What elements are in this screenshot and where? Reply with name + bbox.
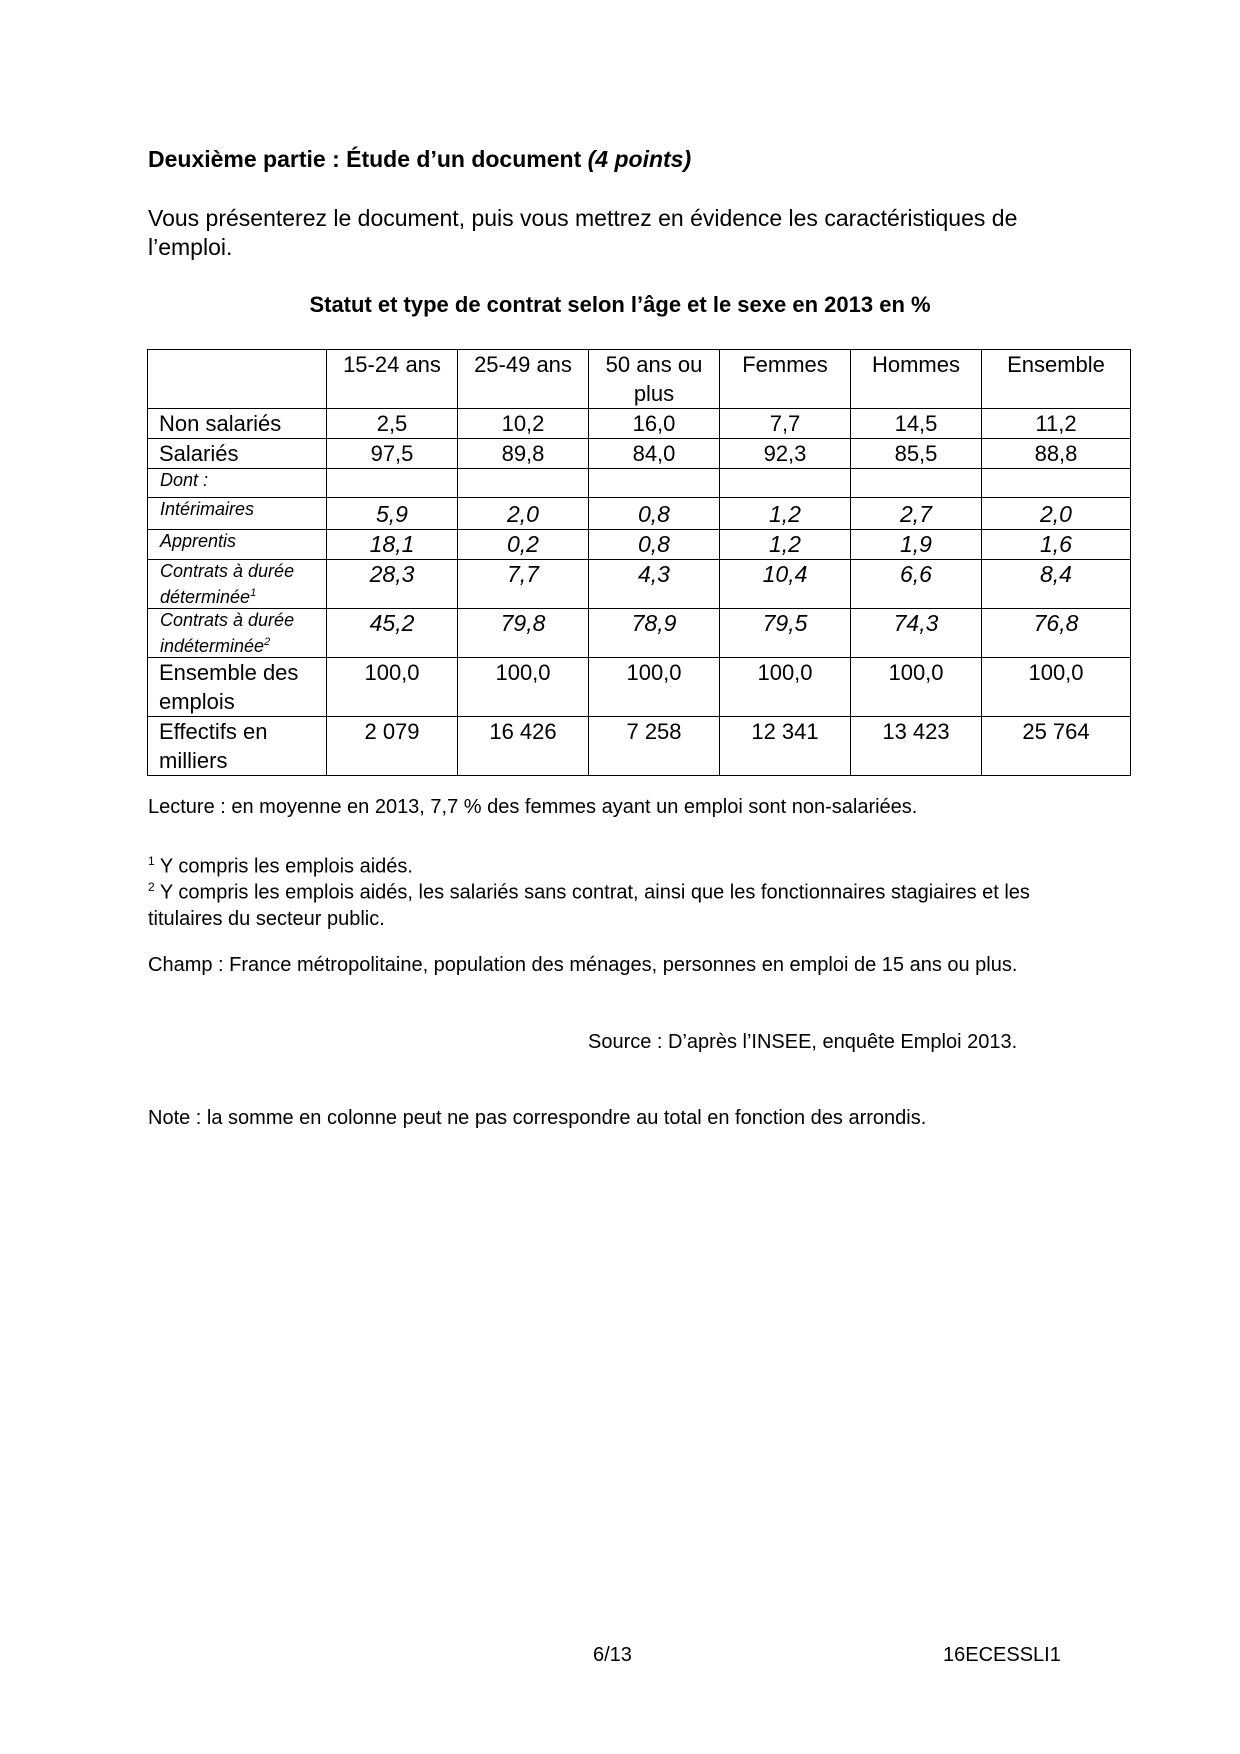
instruction-text: Vous présenterez le document, puis vous mettrez en évidence les caractéristiques de l’emploi.	[148, 205, 1018, 260]
table-cell: 85,5	[851, 439, 982, 469]
footnote-mark: 1	[148, 854, 155, 868]
table-cell: 100,0	[851, 658, 982, 717]
source-text: Source : D’après l’INSEE, enquête Emploi 2013.	[588, 1031, 1018, 1053]
row-label-text: Contrats à durée déterminée	[160, 561, 295, 607]
table-cell: 16 426	[458, 717, 589, 776]
section-heading	[148, 146, 691, 173]
heading-points: (4 points)	[587, 146, 692, 172]
table-cell: 1,2	[720, 498, 851, 530]
row-label: Salariés	[148, 439, 327, 469]
table-cell: 1,9	[851, 530, 982, 560]
table-cell: 88,8	[982, 439, 1131, 469]
footnote-mark: 1	[250, 587, 257, 599]
table-cell: 11,2	[982, 409, 1131, 439]
table-cell	[327, 469, 458, 498]
table-cell: 92,3	[720, 439, 851, 469]
table-cell: 4,3	[589, 560, 720, 609]
table-cell: 25 764	[982, 717, 1131, 776]
table-cell: 2,0	[982, 498, 1131, 530]
table-row	[148, 409, 1131, 439]
table-cell: 1,2	[720, 530, 851, 560]
lecture-text: Lecture : en moyenne en 2013, 7,7 % des femmes ayant un emploi sont non-salariées.	[148, 796, 918, 818]
table-cell: 76,8	[982, 609, 1131, 658]
table-cell	[720, 469, 851, 498]
col-header: Ensemble	[982, 350, 1131, 409]
footnote-2	[148, 874, 1108, 932]
table-title: Statut et type de contrat selon l’âge et le sexe en 2013 en %	[309, 292, 931, 317]
table-cell: 74,3	[851, 609, 982, 658]
note-text: Note : la somme en colonne peut ne pas correspondre au total en fonction des arrondis.	[148, 1107, 927, 1129]
table-cell: 84,0	[589, 439, 720, 469]
row-label: Ensemble des emplois	[148, 658, 327, 717]
table-cell: 2,7	[851, 498, 982, 530]
table-cell: 0,8	[589, 530, 720, 560]
table-cell: 5,9	[327, 498, 458, 530]
footnote-mark: 2	[148, 880, 155, 894]
row-label: Dont :	[148, 469, 327, 498]
col-header: 25-49 ans	[458, 350, 589, 409]
row-label	[148, 560, 327, 609]
page-number: 6/13	[593, 1644, 632, 1666]
table-row	[148, 560, 1131, 609]
table-row	[148, 609, 1131, 658]
table-cell	[982, 469, 1131, 498]
col-header: Femmes	[720, 350, 851, 409]
footnote-mark: 2	[264, 636, 271, 648]
data-table	[147, 349, 1131, 776]
table-cell: 78,9	[589, 609, 720, 658]
table-cell: 10,2	[458, 409, 589, 439]
table-row	[148, 498, 1131, 530]
table-cell	[458, 469, 589, 498]
row-label: Effectifs en milliers	[148, 717, 327, 776]
table-cell: 2,5	[327, 409, 458, 439]
table-cell: 8,4	[982, 560, 1131, 609]
table-cell: 79,5	[720, 609, 851, 658]
table-cell	[851, 469, 982, 498]
table-cell: 100,0	[720, 658, 851, 717]
table-cell: 6,6	[851, 560, 982, 609]
table-cell: 97,5	[327, 439, 458, 469]
table-cell: 0,8	[589, 498, 720, 530]
table-cell: 16,0	[589, 409, 720, 439]
row-label: Intérimaires	[148, 498, 327, 530]
table-cell: 2 079	[327, 717, 458, 776]
table-row	[148, 717, 1131, 776]
table-cell: 10,4	[720, 560, 851, 609]
row-label: Apprentis	[148, 530, 327, 560]
table-cell: 2,0	[458, 498, 589, 530]
table-cell: 0,2	[458, 530, 589, 560]
table-header-row	[148, 350, 1131, 409]
table-cell: 18,1	[327, 530, 458, 560]
table-cell: 100,0	[982, 658, 1131, 717]
table-row	[148, 469, 1131, 498]
row-label	[148, 609, 327, 658]
table-cell: 100,0	[589, 658, 720, 717]
row-label: Non salariés	[148, 409, 327, 439]
table-cell: 13 423	[851, 717, 982, 776]
table-cell: 79,8	[458, 609, 589, 658]
header-corner-cell	[148, 350, 327, 409]
table-cell: 89,8	[458, 439, 589, 469]
footnote-text: Y compris les emplois aidés.	[154, 855, 413, 878]
row-label-text: Contrats à durée indéterminée	[160, 610, 295, 656]
table-cell: 7,7	[720, 409, 851, 439]
col-header: Hommes	[851, 350, 982, 409]
table-cell	[589, 469, 720, 498]
table-cell: 45,2	[327, 609, 458, 658]
table-cell: 28,3	[327, 560, 458, 609]
table-cell: 100,0	[458, 658, 589, 717]
champ-text: Champ : France métropolitaine, population des ménages, personnes en emploi de 15 ans ou plus.	[148, 954, 1018, 976]
col-header: 50 ans ou plus	[589, 350, 720, 409]
table-cell: 7 258	[589, 717, 720, 776]
table-cell: 14,5	[851, 409, 982, 439]
table-row	[148, 439, 1131, 469]
table-cell: 12 341	[720, 717, 851, 776]
footnote-text: Y compris les emplois aidés, les salariés sans contrat, ainsi que les fonctionnaires stagiaires et les titulaires du secteur public.	[148, 881, 1030, 930]
table-cell: 100,0	[327, 658, 458, 717]
document-code: 16ECESSLI1	[943, 1644, 1061, 1666]
table-cell: 7,7	[458, 560, 589, 609]
table-row	[148, 658, 1131, 717]
heading-title: Deuxième partie : Étude d’un document	[148, 146, 582, 172]
col-header: 15-24 ans	[327, 350, 458, 409]
table-row	[148, 530, 1131, 560]
table-cell: 1,6	[982, 530, 1131, 560]
